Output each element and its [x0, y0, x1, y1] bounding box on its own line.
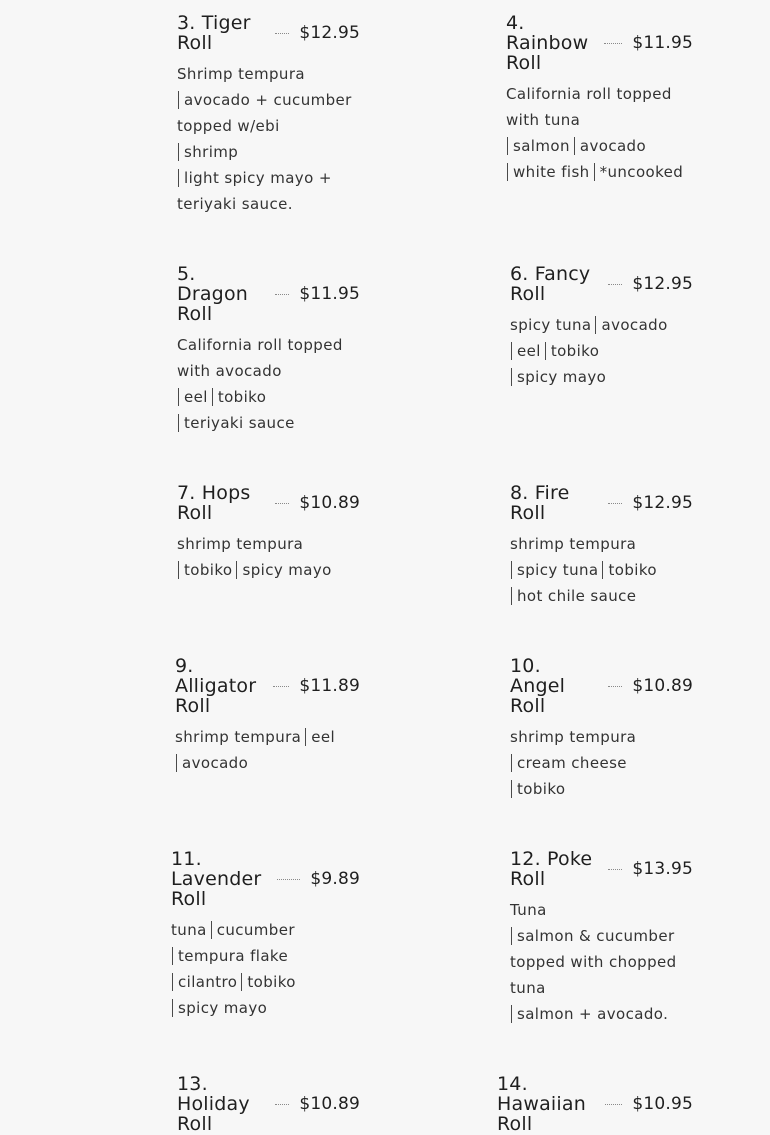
menu-item-hops-roll — [177, 483, 360, 583]
dotted-leader — [608, 503, 622, 504]
ingredient: avocado + cucumber — [178, 91, 352, 109]
menu-item-poke-roll — [510, 849, 693, 1027]
item-name: 7. Hops Roll — [177, 482, 251, 524]
item-name: 11. Lavender Roll — [171, 848, 262, 910]
ingredient: tobiko — [511, 780, 565, 798]
ingredient: tobiko — [178, 561, 232, 579]
ingredient: tuna — [510, 979, 546, 997]
ingredient: Tuna — [510, 901, 547, 919]
menu-item-hawaiian-roll — [497, 1074, 693, 1134]
dotted-leader — [608, 284, 622, 285]
ingredient: teriyaki sauce — [178, 414, 295, 432]
dotted-leader — [275, 1104, 289, 1105]
ingredient: spicy mayo — [172, 999, 267, 1017]
item-name: 5. Dragon Roll — [177, 263, 249, 325]
item-description — [177, 332, 360, 436]
item-description — [510, 531, 693, 609]
dotted-leader — [608, 869, 622, 870]
item-price: $12.95 — [299, 23, 360, 43]
ingredient: Shrimp tempura — [177, 65, 305, 83]
ingredient: teriyaki sauce. — [177, 195, 293, 213]
ingredient: eel — [305, 728, 335, 746]
ingredient: tobiko — [602, 561, 656, 579]
ingredient: with tuna — [506, 111, 581, 129]
menu-item-fire-roll — [510, 483, 693, 609]
ingredient: salmon & cucumber — [511, 927, 675, 945]
item-name: 12. Poke Roll — [510, 848, 593, 890]
item-description — [177, 61, 360, 217]
ingredient: shrimp — [178, 143, 238, 161]
item-price: $9.89 — [310, 869, 360, 889]
menu-item-tiger-roll — [177, 13, 360, 217]
ingredient: shrimp tempura — [510, 535, 637, 553]
ingredient: shrimp tempura — [510, 728, 637, 746]
menu-item-alligator-roll — [175, 656, 360, 776]
ingredient: spicy mayo — [511, 368, 606, 386]
dotted-leader — [273, 686, 289, 687]
ingredient: hot chile sauce — [511, 587, 636, 605]
ingredient: avocado — [176, 754, 248, 772]
ingredient: tobiko — [212, 388, 266, 406]
item-price: $10.89 — [299, 1094, 360, 1114]
ingredient: tobiko — [545, 342, 599, 360]
dotted-leader — [604, 43, 622, 44]
dotted-leader — [275, 294, 289, 295]
item-description — [510, 724, 693, 802]
dotted-leader — [277, 879, 300, 880]
item-name: 6. Fancy Roll — [510, 263, 591, 305]
ingredient: cucumber — [211, 921, 295, 939]
ingredient: tobiko — [241, 973, 295, 991]
item-price: $10.95 — [632, 1094, 693, 1114]
item-price: $10.89 — [299, 493, 360, 513]
menu-item-holiday-roll — [177, 1074, 360, 1134]
item-description — [171, 917, 360, 1021]
ingredient: spicy tuna — [511, 561, 598, 579]
item-price: $12.95 — [632, 493, 693, 513]
item-price: $11.95 — [632, 33, 693, 53]
ingredient: shrimp tempura — [177, 535, 304, 553]
item-description — [510, 312, 693, 390]
item-price: $11.89 — [299, 676, 360, 696]
item-description — [506, 81, 693, 185]
menu-item-rainbow-roll — [506, 13, 693, 185]
dotted-leader — [275, 503, 289, 504]
item-price: $11.95 — [299, 284, 360, 304]
ingredient: shrimp tempura — [175, 728, 302, 746]
ingredient: spicy tuna — [510, 316, 592, 334]
item-name: 9. Alligator Roll — [175, 655, 257, 717]
ingredient: spicy mayo — [236, 561, 331, 579]
ingredient: white fish — [507, 163, 590, 181]
item-name: 14. Hawaiian Roll — [497, 1073, 586, 1135]
dotted-leader — [605, 1104, 622, 1105]
menu-item-lavender-roll — [171, 849, 360, 1021]
ingredient: California roll topped — [177, 336, 343, 354]
ingredient: with avocado — [177, 362, 282, 380]
ingredient: avocado — [574, 137, 646, 155]
ingredient: cream cheese — [511, 754, 627, 772]
ingredient: California roll topped — [506, 85, 672, 103]
item-name: 3. Tiger Roll — [177, 12, 251, 54]
item-description — [175, 724, 360, 776]
item-price: $12.95 — [632, 274, 693, 294]
item-description — [510, 897, 693, 1027]
ingredient: tuna — [171, 921, 207, 939]
item-price: $13.95 — [632, 859, 693, 879]
item-name: 8. Fire Roll — [510, 482, 570, 524]
ingredient: cilantro — [172, 973, 237, 991]
dotted-leader — [608, 686, 622, 687]
ingredient: salmon — [507, 137, 570, 155]
ingredient: *uncooked — [594, 163, 684, 181]
menu-item-fancy-roll — [510, 264, 693, 390]
ingredient: light spicy mayo + — [178, 169, 332, 187]
item-name: 4. Rainbow Roll — [506, 12, 589, 74]
menu-item-dragon-roll — [177, 264, 360, 436]
item-name: 13. Holiday Roll — [177, 1073, 250, 1135]
menu-item-angel-roll — [510, 656, 693, 802]
dotted-leader — [275, 33, 289, 34]
ingredient: eel — [178, 388, 208, 406]
ingredient: salmon + avocado. — [511, 1005, 668, 1023]
ingredient: topped w/ebi — [177, 117, 280, 135]
item-description — [177, 531, 360, 583]
ingredient: eel — [511, 342, 541, 360]
item-price: $10.89 — [632, 676, 693, 696]
ingredient: avocado — [595, 316, 667, 334]
ingredient: tempura flake — [172, 947, 288, 965]
item-name: 10. Angel Roll — [510, 655, 566, 717]
ingredient: topped with chopped — [510, 953, 677, 971]
